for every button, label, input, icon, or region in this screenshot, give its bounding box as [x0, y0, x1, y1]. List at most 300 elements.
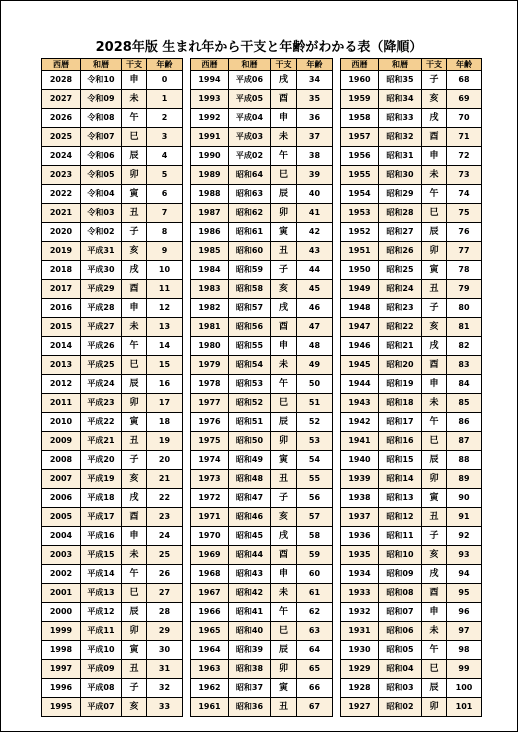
cell-zodiac: 申	[122, 299, 147, 318]
cell-age: 75	[447, 204, 482, 223]
cell-zodiac: 酉	[122, 508, 147, 527]
cell-age: 27	[147, 584, 183, 603]
cell-age: 21	[147, 470, 183, 489]
cell-western-year: 1960	[341, 71, 379, 90]
table-row	[341, 242, 482, 261]
cell-age: 60	[297, 565, 333, 584]
cell-japanese-era: 平成21	[81, 432, 122, 451]
cell-zodiac: 亥	[422, 546, 447, 565]
cell-zodiac: 申	[271, 109, 297, 128]
cell-western-year: 2011	[42, 394, 81, 413]
cell-japanese-era: 昭和02	[379, 698, 422, 717]
table-row	[191, 584, 333, 603]
cell-age: 66	[297, 679, 333, 698]
cell-zodiac: 酉	[422, 128, 447, 147]
cell-age: 92	[447, 527, 482, 546]
cell-western-year: 2013	[42, 356, 81, 375]
cell-western-year: 1941	[341, 432, 379, 451]
cell-japanese-era: 昭和46	[229, 508, 271, 527]
cell-age: 95	[447, 584, 482, 603]
cell-japanese-era: 平成07	[81, 698, 122, 717]
cell-western-year: 1992	[191, 109, 229, 128]
cell-japanese-era: 平成05	[229, 90, 271, 109]
header-japanese-era: 和暦	[229, 59, 271, 71]
table-row	[42, 394, 183, 413]
cell-zodiac: 卯	[422, 470, 447, 489]
cell-zodiac: 巳	[271, 394, 297, 413]
cell-age: 5	[147, 166, 183, 185]
header-japanese-era: 和暦	[81, 59, 122, 71]
cell-western-year: 1997	[42, 660, 81, 679]
cell-zodiac: 辰	[271, 641, 297, 660]
table-row	[191, 280, 333, 299]
cell-age: 64	[297, 641, 333, 660]
cell-age: 69	[447, 90, 482, 109]
cell-age: 99	[447, 660, 482, 679]
header-age: 年齢	[147, 59, 183, 71]
cell-western-year: 1971	[191, 508, 229, 527]
cell-japanese-era: 平成10	[81, 641, 122, 660]
table-row	[191, 660, 333, 679]
cell-western-year: 1972	[191, 489, 229, 508]
cell-japanese-era: 平成27	[81, 318, 122, 337]
cell-japanese-era: 昭和36	[229, 698, 271, 717]
cell-japanese-era: 平成17	[81, 508, 122, 527]
table-row	[42, 204, 183, 223]
cell-zodiac: 戌	[271, 299, 297, 318]
cell-western-year: 2000	[42, 603, 81, 622]
table-row	[341, 109, 482, 128]
cell-zodiac: 申	[422, 147, 447, 166]
table-row	[341, 261, 482, 280]
table-row	[341, 508, 482, 527]
cell-japanese-era: 昭和51	[229, 413, 271, 432]
cell-age: 56	[297, 489, 333, 508]
cell-age: 46	[297, 299, 333, 318]
cell-zodiac: 午	[122, 109, 147, 128]
cell-western-year: 1980	[191, 337, 229, 356]
cell-japanese-era: 昭和22	[379, 318, 422, 337]
cell-zodiac: 戌	[422, 337, 447, 356]
table-row	[191, 204, 333, 223]
cell-age: 77	[447, 242, 482, 261]
cell-zodiac: 申	[271, 565, 297, 584]
cell-western-year: 1999	[42, 622, 81, 641]
table-row	[42, 470, 183, 489]
cell-zodiac: 巳	[122, 128, 147, 147]
table-row	[191, 394, 333, 413]
cell-age: 1	[147, 90, 183, 109]
cell-zodiac: 申	[122, 527, 147, 546]
cell-japanese-era: 昭和63	[229, 185, 271, 204]
cell-western-year: 1968	[191, 565, 229, 584]
cell-western-year: 1933	[341, 584, 379, 603]
cell-japanese-era: 昭和16	[379, 432, 422, 451]
cell-western-year: 1981	[191, 318, 229, 337]
cell-japanese-era: 平成28	[81, 299, 122, 318]
table-row	[191, 356, 333, 375]
cell-japanese-era: 昭和57	[229, 299, 271, 318]
cell-age: 93	[447, 546, 482, 565]
cell-zodiac: 未	[122, 90, 147, 109]
cell-age: 34	[297, 71, 333, 90]
cell-zodiac: 辰	[122, 375, 147, 394]
cell-western-year: 1954	[341, 185, 379, 204]
cell-western-year: 1995	[42, 698, 81, 717]
cell-zodiac: 午	[122, 565, 147, 584]
cell-age: 63	[297, 622, 333, 641]
cell-japanese-era: 昭和56	[229, 318, 271, 337]
cell-japanese-era: 平成25	[81, 356, 122, 375]
cell-western-year: 1959	[341, 90, 379, 109]
cell-japanese-era: 昭和04	[379, 660, 422, 679]
cell-zodiac: 酉	[422, 356, 447, 375]
cell-age: 2	[147, 109, 183, 128]
table-row	[191, 489, 333, 508]
cell-zodiac: 寅	[422, 489, 447, 508]
cell-zodiac: 巳	[122, 584, 147, 603]
cell-japanese-era: 平成23	[81, 394, 122, 413]
cell-western-year: 2016	[42, 299, 81, 318]
cell-western-year: 1993	[191, 90, 229, 109]
cell-age: 58	[297, 527, 333, 546]
cell-zodiac: 寅	[122, 185, 147, 204]
cell-western-year: 1940	[341, 451, 379, 470]
table-row	[341, 451, 482, 470]
cell-japanese-era: 昭和40	[229, 622, 271, 641]
cell-age: 48	[297, 337, 333, 356]
cell-japanese-era: 平成06	[229, 71, 271, 90]
cell-western-year: 1969	[191, 546, 229, 565]
table-row	[42, 565, 183, 584]
cell-zodiac: 亥	[422, 90, 447, 109]
cell-japanese-era: 平成24	[81, 375, 122, 394]
cell-japanese-era: 昭和23	[379, 299, 422, 318]
cell-western-year: 2023	[42, 166, 81, 185]
cell-japanese-era: 昭和18	[379, 394, 422, 413]
cell-zodiac: 申	[271, 337, 297, 356]
cell-age: 73	[447, 166, 482, 185]
cell-western-year: 2020	[42, 223, 81, 242]
cell-japanese-era: 平成09	[81, 660, 122, 679]
table-header-row	[42, 59, 183, 71]
cell-age: 61	[297, 584, 333, 603]
table-row	[341, 394, 482, 413]
table-row	[191, 432, 333, 451]
cell-zodiac: 戌	[422, 109, 447, 128]
table-row	[341, 470, 482, 489]
cell-zodiac: 辰	[422, 679, 447, 698]
cell-western-year: 1939	[341, 470, 379, 489]
cell-japanese-era: 昭和19	[379, 375, 422, 394]
header-western-year: 西暦	[191, 59, 229, 71]
cell-japanese-era: 昭和38	[229, 660, 271, 679]
cell-western-year: 1947	[341, 318, 379, 337]
cell-japanese-era: 昭和33	[379, 109, 422, 128]
cell-western-year: 1963	[191, 660, 229, 679]
header-western-year: 西暦	[341, 59, 379, 71]
cell-age: 8	[147, 223, 183, 242]
table-row	[42, 109, 183, 128]
cell-zodiac: 卯	[271, 432, 297, 451]
cell-western-year: 1955	[341, 166, 379, 185]
cell-japanese-era: 昭和17	[379, 413, 422, 432]
table-row	[191, 413, 333, 432]
cell-japanese-era: 昭和31	[379, 147, 422, 166]
cell-age: 53	[297, 432, 333, 451]
cell-age: 74	[447, 185, 482, 204]
cell-western-year: 1957	[341, 128, 379, 147]
cell-age: 86	[447, 413, 482, 432]
cell-zodiac: 申	[422, 375, 447, 394]
table-row	[42, 223, 183, 242]
table-row	[191, 71, 333, 90]
cell-zodiac: 午	[122, 337, 147, 356]
cell-zodiac: 辰	[422, 451, 447, 470]
cell-zodiac: 巳	[422, 660, 447, 679]
cell-age: 101	[447, 698, 482, 717]
cell-zodiac: 酉	[271, 546, 297, 565]
header-age: 年齢	[297, 59, 333, 71]
cell-age: 89	[447, 470, 482, 489]
cell-japanese-era: 平成22	[81, 413, 122, 432]
cell-western-year: 2007	[42, 470, 81, 489]
cell-age: 59	[297, 546, 333, 565]
cell-age: 35	[297, 90, 333, 109]
cell-age: 65	[297, 660, 333, 679]
cell-zodiac: 未	[422, 622, 447, 641]
cell-western-year: 1938	[341, 489, 379, 508]
cell-western-year: 1990	[191, 147, 229, 166]
table-row	[191, 299, 333, 318]
cell-zodiac: 未	[422, 394, 447, 413]
year-table-1	[41, 58, 183, 717]
cell-japanese-era: 昭和52	[229, 394, 271, 413]
table-row	[191, 185, 333, 204]
cell-western-year: 2017	[42, 280, 81, 299]
cell-western-year: 2009	[42, 432, 81, 451]
table-row	[42, 622, 183, 641]
table-row	[191, 698, 333, 717]
cell-japanese-era: 平成08	[81, 679, 122, 698]
cell-zodiac: 酉	[422, 584, 447, 603]
cell-western-year: 1944	[341, 375, 379, 394]
table-row	[42, 546, 183, 565]
cell-western-year: 2018	[42, 261, 81, 280]
cell-age: 0	[147, 71, 183, 90]
cell-japanese-era: 令和07	[81, 128, 122, 147]
cell-japanese-era: 昭和48	[229, 470, 271, 489]
table-row	[191, 109, 333, 128]
cell-japanese-era: 平成02	[229, 147, 271, 166]
table-row	[42, 356, 183, 375]
table-row	[341, 166, 482, 185]
cell-zodiac: 午	[271, 147, 297, 166]
cell-western-year: 2006	[42, 489, 81, 508]
cell-western-year: 1988	[191, 185, 229, 204]
cell-western-year: 1948	[341, 299, 379, 318]
cell-age: 100	[447, 679, 482, 698]
cell-zodiac: 申	[422, 603, 447, 622]
cell-age: 43	[297, 242, 333, 261]
cell-zodiac: 子	[271, 489, 297, 508]
cell-zodiac: 戌	[122, 261, 147, 280]
table-row	[341, 679, 482, 698]
cell-japanese-era: 昭和05	[379, 641, 422, 660]
cell-western-year: 1989	[191, 166, 229, 185]
cell-western-year: 1967	[191, 584, 229, 603]
cell-zodiac: 酉	[271, 318, 297, 337]
table-row	[341, 603, 482, 622]
table-row	[42, 432, 183, 451]
cell-western-year: 1945	[341, 356, 379, 375]
cell-zodiac: 亥	[122, 698, 147, 717]
table-row	[191, 166, 333, 185]
cell-japanese-era: 昭和50	[229, 432, 271, 451]
cell-age: 20	[147, 451, 183, 470]
cell-western-year: 1953	[341, 204, 379, 223]
cell-age: 98	[447, 641, 482, 660]
cell-western-year: 1978	[191, 375, 229, 394]
table-row	[42, 451, 183, 470]
cell-japanese-era: 昭和15	[379, 451, 422, 470]
table-row	[341, 622, 482, 641]
cell-zodiac: 戌	[122, 489, 147, 508]
cell-zodiac: 戌	[271, 527, 297, 546]
cell-age: 10	[147, 261, 183, 280]
table-row	[42, 185, 183, 204]
cell-zodiac: 子	[422, 71, 447, 90]
table-row	[42, 166, 183, 185]
cell-zodiac: 卯	[271, 204, 297, 223]
cell-age: 14	[147, 337, 183, 356]
table-row	[341, 280, 482, 299]
cell-zodiac: 子	[271, 261, 297, 280]
cell-age: 80	[447, 299, 482, 318]
table-row	[191, 546, 333, 565]
cell-japanese-era: 昭和43	[229, 565, 271, 584]
cell-zodiac: 未	[271, 356, 297, 375]
table-row	[42, 299, 183, 318]
cell-japanese-era: 令和05	[81, 166, 122, 185]
cell-zodiac: 卯	[122, 166, 147, 185]
table-row	[191, 527, 333, 546]
cell-western-year: 1951	[341, 242, 379, 261]
cell-japanese-era: 昭和42	[229, 584, 271, 603]
cell-japanese-era: 平成30	[81, 261, 122, 280]
cell-western-year: 1991	[191, 128, 229, 147]
cell-western-year: 1935	[341, 546, 379, 565]
cell-zodiac: 巳	[271, 166, 297, 185]
cell-age: 32	[147, 679, 183, 698]
cell-zodiac: 卯	[422, 698, 447, 717]
cell-japanese-era: 昭和29	[379, 185, 422, 204]
cell-zodiac: 丑	[422, 280, 447, 299]
cell-zodiac: 丑	[122, 204, 147, 223]
cell-age: 96	[447, 603, 482, 622]
cell-zodiac: 未	[422, 166, 447, 185]
table-row	[42, 584, 183, 603]
cell-japanese-era: 平成16	[81, 527, 122, 546]
cell-western-year: 1975	[191, 432, 229, 451]
cell-zodiac: 子	[122, 679, 147, 698]
cell-japanese-era: 昭和07	[379, 603, 422, 622]
cell-age: 12	[147, 299, 183, 318]
cell-japanese-era: 昭和03	[379, 679, 422, 698]
cell-zodiac: 丑	[422, 508, 447, 527]
cell-age: 38	[297, 147, 333, 166]
cell-zodiac: 酉	[122, 280, 147, 299]
table-row	[341, 337, 482, 356]
cell-western-year: 1977	[191, 394, 229, 413]
cell-age: 82	[447, 337, 482, 356]
cell-age: 81	[447, 318, 482, 337]
cell-japanese-era: 昭和59	[229, 261, 271, 280]
cell-japanese-era: 昭和41	[229, 603, 271, 622]
table-row	[341, 660, 482, 679]
cell-western-year: 2012	[42, 375, 81, 394]
cell-japanese-era: 平成11	[81, 622, 122, 641]
cell-zodiac: 未	[122, 546, 147, 565]
cell-zodiac: 申	[122, 71, 147, 90]
cell-japanese-era: 昭和35	[379, 71, 422, 90]
cell-zodiac: 辰	[271, 185, 297, 204]
cell-age: 54	[297, 451, 333, 470]
cell-zodiac: 子	[422, 299, 447, 318]
cell-zodiac: 酉	[271, 90, 297, 109]
table-row	[42, 261, 183, 280]
cell-zodiac: 丑	[271, 242, 297, 261]
table-row	[42, 318, 183, 337]
table-row	[191, 603, 333, 622]
cell-japanese-era: 平成31	[81, 242, 122, 261]
cell-age: 36	[297, 109, 333, 128]
cell-western-year: 2010	[42, 413, 81, 432]
cell-age: 55	[297, 470, 333, 489]
cell-zodiac: 未	[271, 584, 297, 603]
cell-japanese-era: 平成20	[81, 451, 122, 470]
table-row	[341, 185, 482, 204]
cell-age: 24	[147, 527, 183, 546]
cell-western-year: 1937	[341, 508, 379, 527]
cell-western-year: 1936	[341, 527, 379, 546]
cell-zodiac: 子	[422, 527, 447, 546]
cell-zodiac: 巳	[422, 432, 447, 451]
cell-japanese-era: 令和04	[81, 185, 122, 204]
cell-age: 23	[147, 508, 183, 527]
cell-western-year: 2022	[42, 185, 81, 204]
cell-western-year: 2021	[42, 204, 81, 223]
table-row	[191, 508, 333, 527]
cell-japanese-era: 令和10	[81, 71, 122, 90]
table-row	[341, 432, 482, 451]
page-title: 2028年版 生まれ年から干支と年齢がわかる表（降順）	[95, 40, 423, 55]
cell-japanese-era: 昭和25	[379, 261, 422, 280]
cell-japanese-era: 昭和53	[229, 375, 271, 394]
table-row	[191, 679, 333, 698]
cell-japanese-era: 昭和61	[229, 223, 271, 242]
header-zodiac: 干支	[422, 59, 447, 71]
cell-age: 6	[147, 185, 183, 204]
cell-western-year: 1996	[42, 679, 81, 698]
cell-age: 47	[297, 318, 333, 337]
cell-zodiac: 午	[422, 641, 447, 660]
cell-japanese-era: 昭和58	[229, 280, 271, 299]
table-row	[341, 128, 482, 147]
cell-japanese-era: 昭和20	[379, 356, 422, 375]
table-row	[341, 356, 482, 375]
header-zodiac: 干支	[122, 59, 147, 71]
